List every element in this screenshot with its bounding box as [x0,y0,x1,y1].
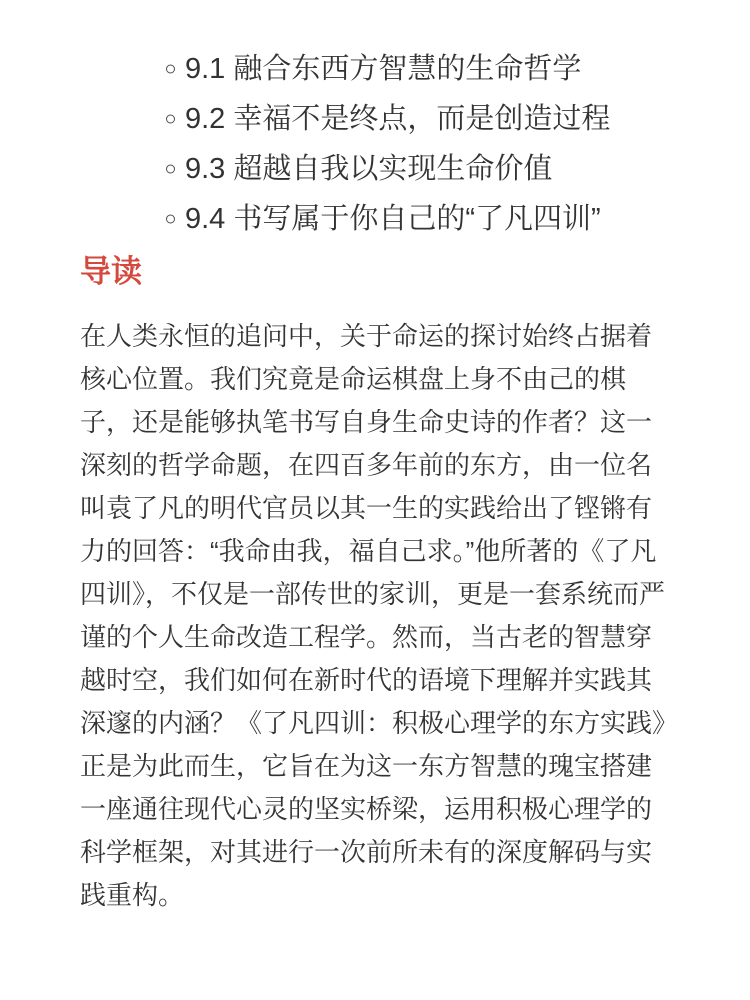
outline-item-label: 9.4 书写属于你自己的“了凡四训” [185,203,601,235]
outline-item [0,94,750,144]
circle-bullet-icon [166,65,175,74]
outline-item-label: 9.1 融合东西方智慧的生命哲学 [185,53,582,85]
intro-paragraph: 在人类永恒的追问中，关于命运的探讨始终占据着核心位置。我们究竟是命运棋盘上身不由己的棋子，还是能够执笔书写自身生命史诗的作者？这一深刻的哲学命题，在四百多年前的东方，由一位名叫袁了凡的明代官员以其一生的实践给出了铿锵有力的回答：“我命由我，福自己求。”他所著的《了凡四训》，不仅是一部传世的家训，更是一套系统而严谨的个人生命改造工程学。然而，当古老的智慧穿越时空，我们如何在新时代的语境下理解并实践其深邃的内涵？《了凡四训：积极心理学的东方实践》正是为此而生，它旨在为这一东方智慧的瑰宝搭建一座通往现代心灵的坚实桥梁，运用积极心理学的科学框架，对其进行一次前所未有的深度解码与实践重构。 [80,321,666,910]
circle-bullet-icon [166,115,175,124]
outline-item-label: 9.2 幸福不是终点，而是创造过程 [185,103,611,135]
outline-item-label: 9.3 超越自我以实现生命价值 [185,153,553,185]
circle-bullet-icon [166,165,175,174]
outline-item [0,44,750,94]
outline-item [0,144,750,194]
circle-bullet-icon [166,215,175,224]
section-heading: 导读 [80,254,142,289]
chapter-outline-list [0,44,750,244]
outline-item [0,194,750,244]
